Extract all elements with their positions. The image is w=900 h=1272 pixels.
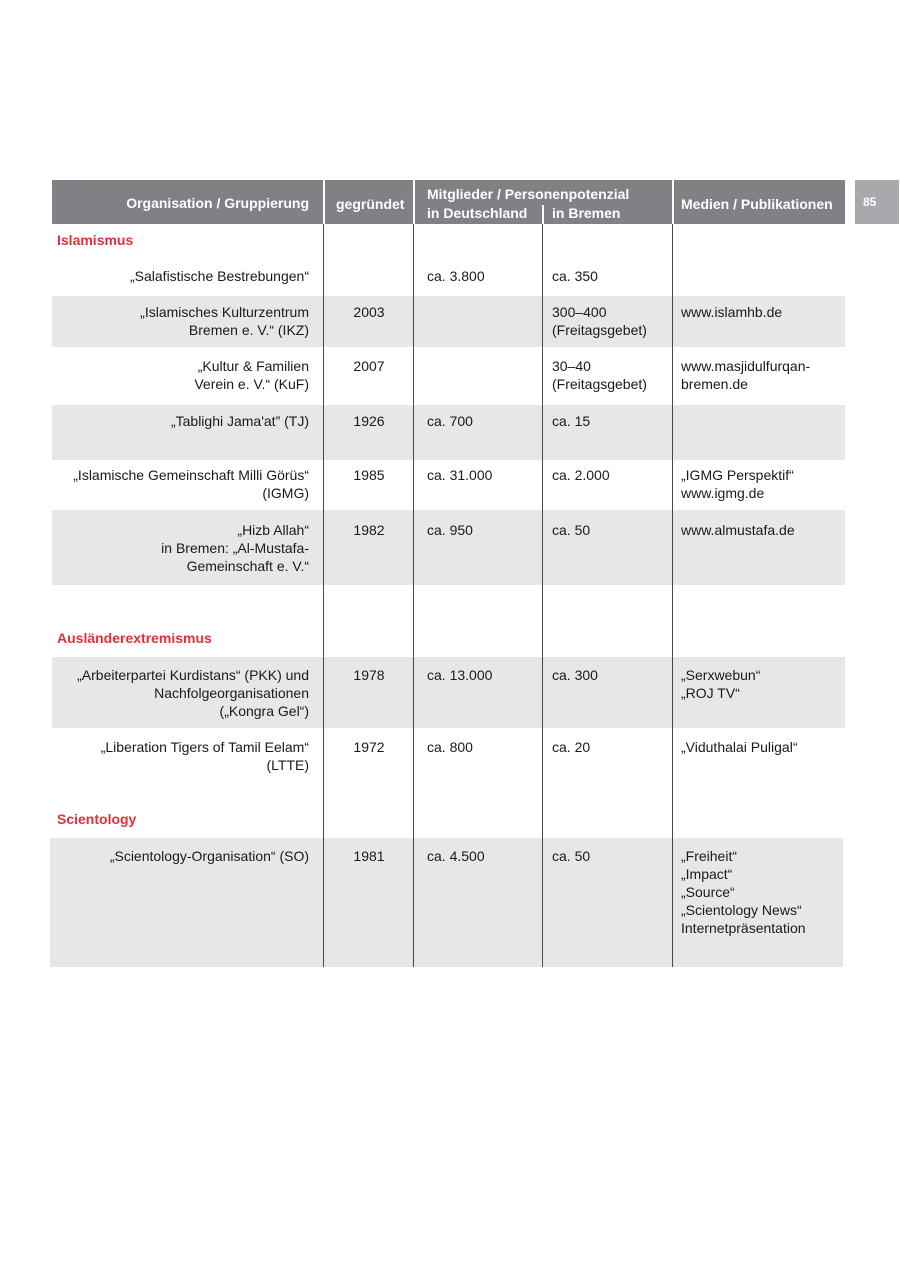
cell-hb: ca. 15 bbox=[552, 413, 591, 429]
cell-founded: 2003 bbox=[353, 304, 385, 320]
cell-de: ca. 3.800 bbox=[427, 268, 485, 284]
cell-media: „Viduthalai Puligal“ bbox=[681, 739, 798, 755]
cell-de: ca. 800 bbox=[427, 739, 473, 755]
cell-hb: 30–40 (Freitagsgebet) bbox=[552, 358, 647, 392]
cell-org: „Islamisches Kulturzentrum Bremen e. V.“ (IKZ) bbox=[140, 304, 309, 338]
header-in-bremen: in Bremen bbox=[552, 205, 621, 221]
cell-hb: ca. 300 bbox=[552, 667, 598, 683]
section-scientology: Scientology bbox=[57, 811, 137, 827]
header-divider bbox=[323, 180, 325, 224]
cell-org: „Salafistische Bestrebungen“ bbox=[130, 268, 309, 284]
cell-media: www.masjidulfurqan- bremen.de bbox=[681, 358, 811, 392]
header-divider bbox=[413, 180, 415, 224]
cell-media: „IGMG Perspektif“ www.igmg.de bbox=[681, 467, 794, 501]
cell-org: „Hizb Allah“ in Bremen: „Al-Mustafa- Gemeinschaft e. V.“ bbox=[161, 522, 309, 574]
cell-media: „Freiheit“ „Impact“ „Source“ „Scientology News“ Internetpräsentation bbox=[681, 848, 806, 936]
header-divider bbox=[542, 205, 544, 224]
cell-hb: ca. 50 bbox=[552, 522, 591, 538]
page-number-box bbox=[855, 180, 899, 224]
cell-founded: 1926 bbox=[353, 413, 385, 429]
cell-hb: 300–400 (Freitagsgebet) bbox=[552, 304, 647, 338]
cell-hb: ca. 2.000 bbox=[552, 467, 610, 483]
column-divider bbox=[413, 224, 414, 967]
cell-founded: 1985 bbox=[353, 467, 385, 483]
cell-de: ca. 950 bbox=[427, 522, 473, 538]
cell-founded: 1978 bbox=[353, 667, 385, 683]
cell-org: „Kultur & Familien Verein e. V.“ (KuF) bbox=[194, 358, 309, 392]
header-members: Mitglieder / Personenpotenzial bbox=[427, 186, 630, 202]
cell-org: „Tablighi Jama'at” (TJ) bbox=[170, 413, 309, 429]
cell-de: ca. 13.000 bbox=[427, 667, 493, 683]
page-number: 85 bbox=[863, 195, 877, 209]
cell-de: ca. 31.000 bbox=[427, 467, 493, 483]
cell-org: „Scientology-Organisation“ (SO) bbox=[109, 848, 309, 864]
header-in-germany: in Deutschland bbox=[427, 205, 528, 221]
header-organisation: Organisation / Gruppierung bbox=[126, 195, 309, 211]
cell-org: „Islamische Gemeinschaft Milli Görüs“ (IGMG) bbox=[73, 467, 309, 501]
header-founded: gegründet bbox=[336, 196, 405, 212]
header-divider bbox=[672, 180, 674, 224]
cell-org: „Liberation Tigers of Tamil Eelam“ (LTTE) bbox=[100, 739, 309, 773]
cell-media: www.islamhb.de bbox=[681, 304, 783, 320]
column-divider bbox=[323, 224, 324, 967]
section-foreign-extremism: Ausländerextremismus bbox=[57, 630, 212, 646]
section-islamism: Islamismus bbox=[57, 232, 134, 248]
cell-founded: 1982 bbox=[353, 522, 385, 538]
cell-de: ca. 4.500 bbox=[427, 848, 485, 864]
header-media: Medien / Publikationen bbox=[681, 196, 833, 212]
cell-org: „Arbeiterpartei Kurdistans“ (PKK) und Nachfolgeorganisationen („Kongra Gel“) bbox=[77, 667, 309, 719]
cell-de: ca. 700 bbox=[427, 413, 473, 429]
cell-hb: ca. 20 bbox=[552, 739, 591, 755]
cell-founded: 1972 bbox=[353, 739, 385, 755]
cell-founded: 2007 bbox=[353, 358, 385, 374]
cell-founded: 1981 bbox=[353, 848, 385, 864]
column-divider bbox=[542, 224, 543, 967]
cell-media: „Serxwebun“ „ROJ TV“ bbox=[681, 667, 761, 701]
cell-media: www.almustafa.de bbox=[681, 522, 795, 538]
cell-hb: ca. 350 bbox=[552, 268, 598, 284]
column-divider bbox=[672, 224, 673, 967]
cell-hb: ca. 50 bbox=[552, 848, 591, 864]
